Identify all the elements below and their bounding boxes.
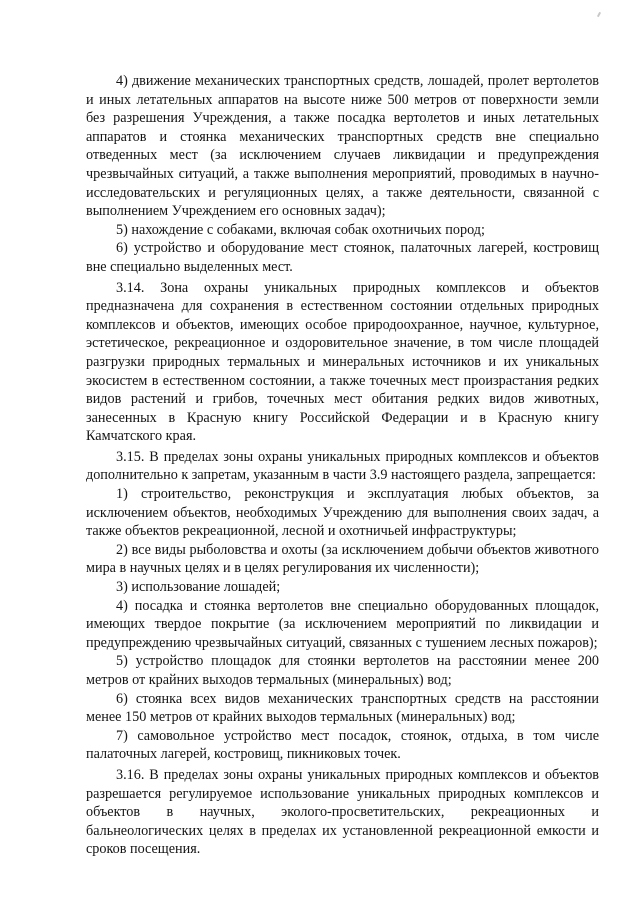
document-body: [86, 72, 599, 859]
list-item: 4) движение механических транспортных средств, лошадей, пролет вертолетов и иных летательных аппаратов на высоте ниже 500 метров от поверхности земли без разрешения Учреждения, а также посадка вертолетов и иных летательных аппаратов и стоянка механических транспортных средств вне специально отведенных мест (за исключением случаев ликвидации и предупреждения чрезвычайных ситуаций, а также выполнения мероприятий, проводимых в научно-исследовательских и регуляционных целях, а также деятельности, связанной с выполнением Учреждением его основных задач);: [86, 73, 599, 220]
list-item: 3) использование лошадей;: [116, 579, 281, 596]
list-item: 4) посадка и стоянка вертолетов вне специально оборудованных площадок, имеющих твердое покрытие (за исключением мероприятий по ликвидации и предупреждению чрезвычайных ситуаций, связанных с тушением лесных пожаров);: [86, 597, 599, 651]
list-item: 1) строительство, реконструкция и эксплуатация любых объектов, за исключением объектов, необходимых Учреждению для выполнения своих задач, а также объектов рекреационной, лесной и охотничьей инфраструктуры;: [86, 486, 599, 540]
section-3-14: 3.14. Зона охраны уникальных природных комплексов и объектов предназначена для сохранения в естественном состоянии отдельных природных комплексов и объектов, имеющих особое природоохранное, научное, культурное, эстетическое, рекреационное и оздоровительное значение, в том числе площадей разгрузки природных термальных и минеральных источников и их уникальных экосистем в естественном состоянии, а также точечных мест произрастания редких видов растений и грибов, точечных мест обитания редких видов животных, занесенных в Красную книгу Российской Федерации и в Красную книгу Камчатского края.: [86, 279, 599, 445]
list-item: 5) устройство площадок для стоянки вертолетов на расстоянии менее 200 метров от крайних выходов термальных (минеральных) вод;: [86, 653, 599, 688]
list-item: 6) стоянка всех видов механических транспортных средств на расстоянии менее 150 метров от крайних выходов термальных (минеральных) вод;: [86, 690, 599, 726]
list-item: 5) нахождение с собаками, включая собак охотничьих пород;: [116, 221, 485, 238]
list-item: 2) все виды рыболовства и охоты (за исключением добычи объектов животного мира в научных целях и в целях регулирования их численности);: [86, 541, 599, 577]
section-3-15-intro: 3.15. В пределах зоны охраны уникальных природных комплексов и объектов дополнительно к запретам, указанным в части 3.9 настоящего раздела, запрещается:: [86, 448, 599, 484]
section-3-16: 3.16. В пределах зоны охраны уникальных природных комплексов и объектов разрешается регулируемое использование уникальных природных комплексов и объектов в научных, эколого-просветительских, рекреационных и бальнеологических целях в пределах их установленной рекреационной емкости и сроков посещения.: [86, 766, 599, 858]
list-item: 7) самовольное устройство мест посадок, стоянок, отдыха, в том числе палаточных лагерей, костровищ, пикниковых точек.: [86, 727, 599, 763]
list-item: 6) устройство и оборудование мест стоянок, палаточных лагерей, костровищ вне специально выделенных мест.: [86, 240, 599, 275]
scan-mark: [597, 12, 601, 17]
